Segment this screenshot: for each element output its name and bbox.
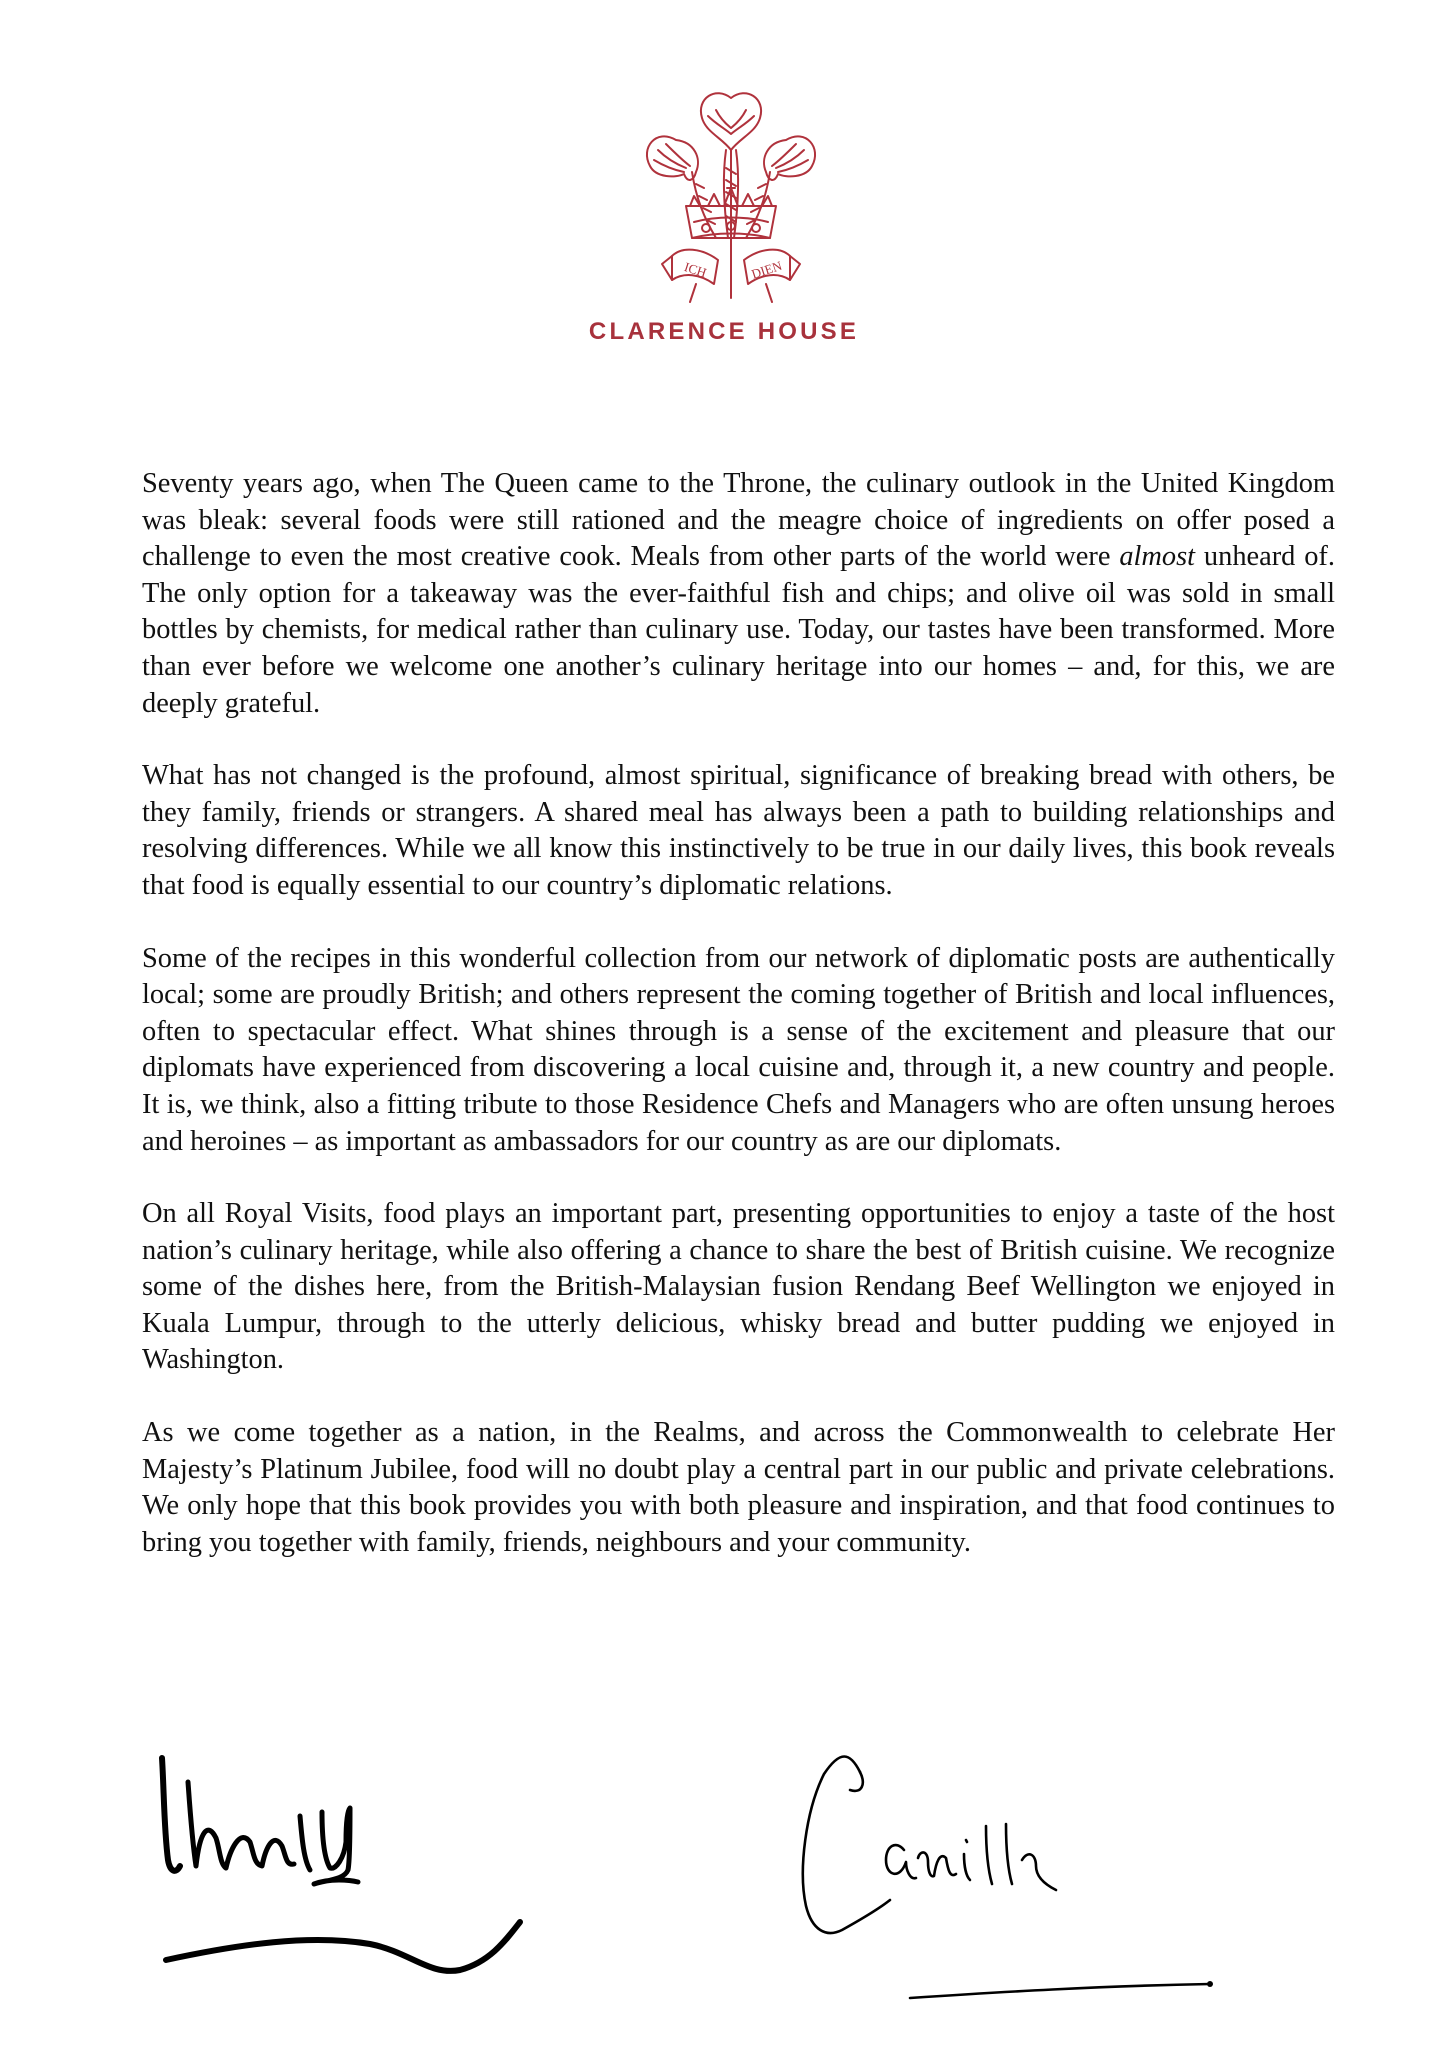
letter-body bbox=[142, 466, 1335, 1597]
paragraph-5: As we come together as a nation, in the Realms, and across the Commonwealth to celebrate Her Majesty’s Platinum Jubilee, food will no doubt play a central part in our public and private celebrations. We only hope that this book provides you with both pleasure and inspiration, and that food continues to bring you together with family, friends, neighbours and your community. bbox=[142, 1417, 1335, 1558]
letterhead bbox=[0, 0, 1448, 380]
paragraph-2: What has not changed is the profound, almost spiritual, significance of breaking bread with others, be they family, friends or strangers. A shared meal has always been a path to building relationships and resolving differences. While we all know this instinctively to be true in our daily lives, this book reveals that food is equally essential to our country’s diplomatic relations. bbox=[142, 760, 1335, 901]
paragraph-1-text-b: unheard of. The only option for a takeaway was the ever-faithful fish and chips; and olive oil was sold in small bottles by chemists, for medical rather than culinary use. Today, our tastes have been transformed. More than ever before we welcome one another’s culinary heritage into our homes – and, for this, we are deeply grateful. bbox=[142, 541, 1335, 719]
paragraph-1-text-a: Seventy years ago, when The Queen came to the Throne, the culinary outlook in the United Kingdom was bleak: several foods were still rationed and the meagre choice of ingredients on offer posed a challenge to even the most creative cook. Meals from other parts of the world were bbox=[142, 468, 1335, 573]
signature-charles-icon bbox=[150, 1730, 750, 1990]
motto-left: ICH bbox=[682, 259, 709, 281]
motto-right: DIEN bbox=[749, 257, 784, 282]
paragraph-1-italic: almost bbox=[1119, 541, 1196, 573]
signature-camilla-icon bbox=[800, 1730, 1300, 2020]
signature-camilla bbox=[800, 1730, 1300, 2020]
paragraph-4: On all Royal Visits, food plays an important part, presenting opportunities to enjoy a taste of the host nation’s culinary heritage, while also offering a chance to share the best of British cuisine. We recognize some of the dishes here, from the British-Malaysian fusion Rendang Beef Wellington we enjoyed in Kuala Lumpur, through to the utterly delicious, whisky bread and butter pudding we enjoyed in Washington. bbox=[142, 1198, 1335, 1376]
paragraph-1 bbox=[142, 466, 1335, 722]
signatures bbox=[150, 1730, 1300, 2030]
letterhead-title: CLARENCE HOUSE bbox=[588, 318, 860, 345]
prince-of-wales-feathers-icon bbox=[636, 88, 826, 318]
paragraph-3: Some of the recipes in this wonderful collection from our network of diplomatic posts are authentically local; some are proudly British; and others represent the coming together of British and local influences, often to spectacular effect. What shines through is a sense of the excitement and pleasure that our diplomats have experienced from discovering a local cuisine and, through it, a new country and people. It is, we think, also a fitting tribute to those Residence Chefs and Managers who are often unsung heroes and heroines – as important as ambassadors for our country as are our diplomats. bbox=[142, 942, 1335, 1157]
signature-charles bbox=[150, 1730, 750, 1990]
